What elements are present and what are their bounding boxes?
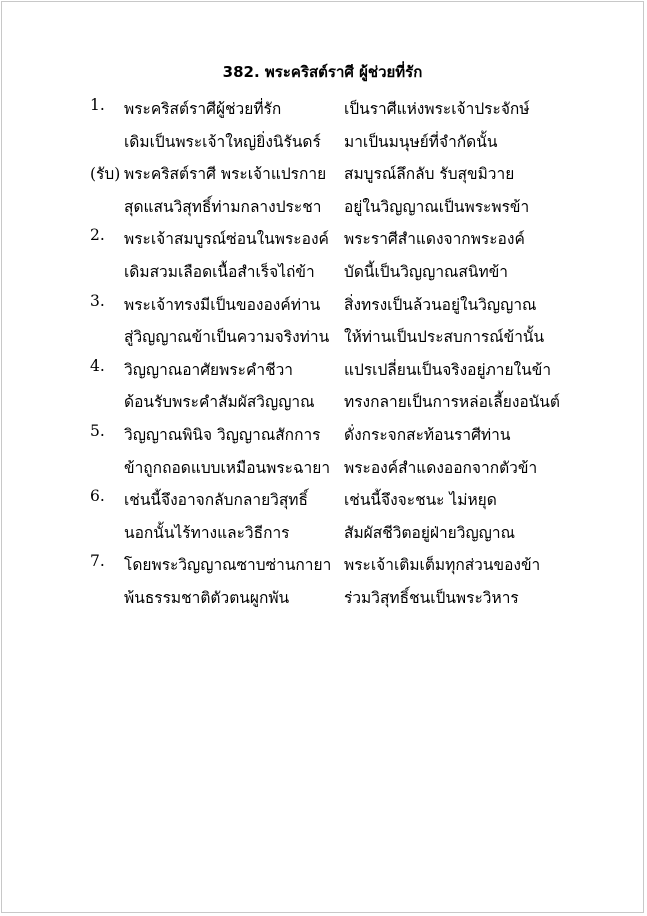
hymn-line — [2, 190, 643, 223]
line-right-text: พระองค์สำแดงออกจากตัวข้า — [344, 458, 538, 477]
verse-number: 7. — [90, 552, 105, 571]
verse-number: 1. — [90, 96, 105, 114]
hymn-line — [2, 92, 643, 125]
hymn-line — [2, 320, 643, 353]
hymn-title: 382. พระคริสต์ราศี ผู้ช่วยที่รัก — [222, 63, 423, 81]
line-left-text: พระเจ้าสมบูรณ์ซ่อนในพระองค์ — [124, 230, 329, 249]
line-right-text: ดั่งกระจกสะท้อนราศีท่าน — [344, 425, 511, 444]
line-left-text: วิญญาณพินิจ วิญญาณสักการ — [124, 425, 321, 444]
line-right-text: แปรเปลี่ยนเป็นจริงอยู่ภายในข้า — [344, 360, 552, 379]
line-right-text: เป็นราศีแห่งพระเจ้าประจักษ์ — [344, 100, 530, 118]
hymn-line — [2, 385, 643, 418]
document-page — [1, 1, 644, 913]
hymn-line — [2, 581, 643, 614]
line-left-text: เช่นนี้จึงอาจกลับกลายวิสุทธิ์ — [124, 491, 308, 510]
line-left-text: โดยพระวิญญาณซาบซ่านกายา — [124, 556, 332, 575]
line-right-text: สมบูรณ์ลึกลับ รับสุขมิวาย — [344, 165, 515, 184]
verse-number: 5. — [90, 421, 105, 440]
hymn-line — [2, 222, 643, 255]
line-right-text: ทรงกลายเป็นการหล่อเลี้ยงอนันต์ — [344, 393, 560, 412]
line-left-text: เดิมเป็นพระเจ้าใหญ่ยิ่งนิรันดร์ — [124, 132, 321, 151]
line-left-text: พระเจ้าทรงมีเป็นขององค์ท่าน — [124, 295, 321, 314]
hymn-line — [2, 288, 643, 321]
hymn-lines — [2, 92, 643, 614]
line-left-text: พระคริสต์ราศี พระเจ้าแปรกาย — [124, 165, 327, 184]
hymn-line — [2, 483, 643, 516]
hymn-line — [2, 418, 643, 451]
line-left-text: พระคริสต์ราศีผู้ช่วยที่รัก — [124, 100, 282, 118]
hymn-line — [2, 157, 643, 190]
hymn-line — [2, 516, 643, 549]
line-right-text: ร่วมวิสุทธิ์ชนเป็นพระวิหาร — [344, 588, 519, 607]
hymn-line — [2, 125, 643, 158]
verse-number: 6. — [90, 487, 105, 506]
line-right-text: สัมผัสชีวิตอยู่ฝ่ายวิญญาณ — [344, 523, 515, 542]
verse-number: 3. — [90, 291, 105, 310]
verse-number: 4. — [90, 356, 105, 375]
line-right-text: สิ่งทรงเป็นล้วนอยู่ในวิญญาณ — [344, 295, 537, 314]
line-left-text: ด้อนรับพระคำสัมผัสวิญญาณ — [124, 393, 315, 412]
verse-number: 2. — [90, 226, 105, 245]
line-right-text: พระราศีสำแดงจากพระองค์ — [344, 230, 525, 249]
hymn-line — [2, 353, 643, 386]
line-left-text: สู่วิญญาณข้าเป็นความจริงท่าน — [124, 328, 330, 347]
line-left-text: นอกนั้นไร้ทางและวิธีการ — [124, 523, 290, 542]
line-right-text: พระเจ้าเติมเต็มทุกส่วนของข้า — [344, 556, 541, 575]
line-right-text: เช่นนี้จึงจะชนะ ไม่หยุด — [344, 491, 497, 510]
line-left-text: เดิมสวมเลือดเนื้อสำเร็จไถ่ข้า — [124, 262, 315, 281]
line-right-text: อยู่ในวิญญาณเป็นพระพรข้า — [344, 197, 530, 216]
line-right-text: บัดนี้เป็นวิญญาณสนิทข้า — [344, 262, 509, 281]
verse-number: (รับ) — [90, 165, 121, 184]
line-right-text: ให้ท่านเป็นประสบการณ์ข้านั้น — [344, 328, 545, 347]
hymn-line — [2, 255, 643, 288]
line-left-text: ข้าถูกถอดแบบเหมือนพระฉายา — [124, 458, 331, 477]
line-right-text: มาเป็นมนุษย์ที่จำกัดนั้น — [344, 132, 498, 151]
hymn-line — [2, 451, 643, 484]
line-left-text: วิญญาณอาศัยพระคำชีวา — [124, 360, 294, 379]
line-left-text: สุดแสนวิสุทธิ์ท่ามกลางประชา — [124, 197, 322, 216]
line-left-text: พ้นธรรมชาติตัวตนผูกพัน — [124, 588, 290, 607]
hymn-line — [2, 548, 643, 581]
